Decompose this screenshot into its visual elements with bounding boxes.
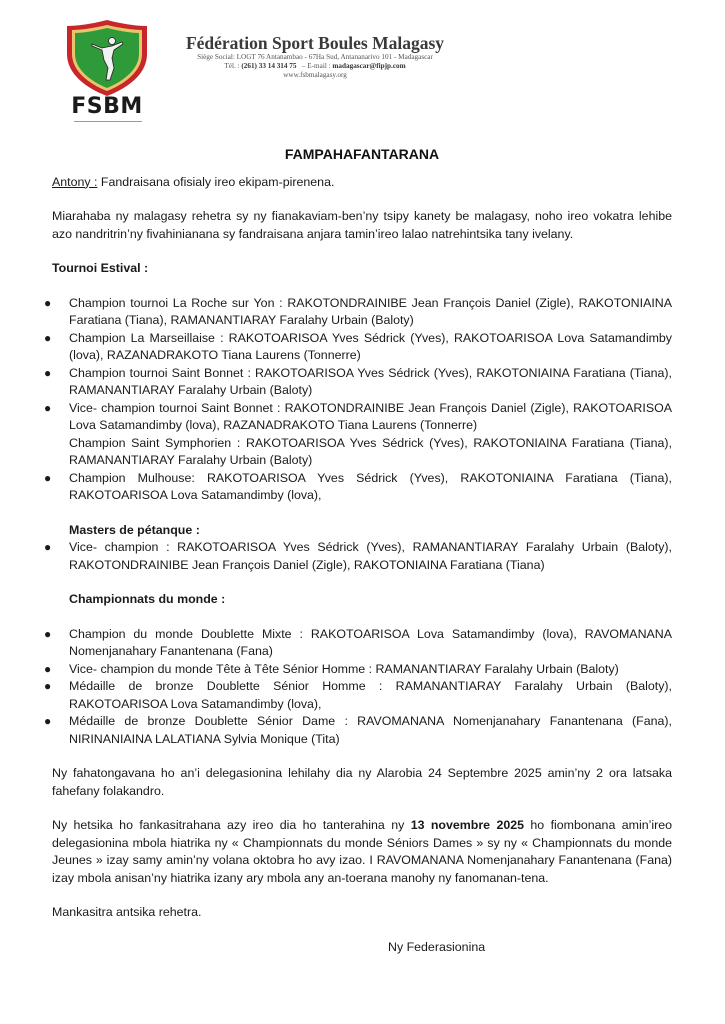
list-item: ● Champion tournoi Saint Bonnet : RAKOTOARISOA Yves Sédrick (Yves), RAKOTONIAINA Faratiana (Tiana), RAMANANTIARAY Faralahy Urbain (Baloty) bbox=[44, 365, 672, 397]
subject-label: Antony : bbox=[52, 174, 98, 189]
shield-icon bbox=[62, 18, 152, 98]
event-date: 13 novembre 2025 bbox=[410, 818, 525, 832]
intro-paragraph: Miarahaba ny malagasy rehetra sy ny fianakaviam-ben’ny tsipy kanety be malagasy, noho ireo vokatra lehibe azo nandritrin’ny fivahinianana sy fandraisana anjara tamin’ireo lalao natrehintsika tany ivelany. bbox=[52, 209, 672, 241]
signature: Ny Federasionina bbox=[388, 939, 486, 954]
list-item-unbulleted: Champion Saint Symphorien : RAKOTOARISOA Yves Sédrick (Yves), RAKOTONIAINA Faratiana (Tiana), RAMANANTIARAY Faralahy Urbain (Baloty) bbox=[69, 435, 672, 467]
bullet-icon: ● bbox=[44, 540, 52, 554]
subject-text: Fandraisana ofisialy ireo ekipam-pirenena. bbox=[100, 174, 335, 189]
list-item: ● Vice- champion tournoi Saint Bonnet : RAKOTONDRAINIBE Jean François Daniel (Zigle), RAKOTOARISOA Lova Satamandimby (lova), RAZANADRAKOTO Tiana Laurens (Tonnerre) bbox=[44, 400, 672, 432]
contact-line bbox=[160, 62, 470, 71]
list-item: ● Champion La Marseillaise : RAKOTOARISOA Yves Sédrick (Yves), RAKOTOARISOA Lova Satamandimby (lova), RAZANADRAKOTO Tiana Laurens (Tonnerre) bbox=[44, 330, 672, 362]
document-title: FAMPAHAFANTARANA bbox=[284, 146, 440, 162]
list-item: ● Vice- champion : RAKOTOARISOA Yves Sédrick (Yves), RAMANANTIARAY Faralahy Urbain (Baloty), RAKOTONDRAINIBE Jean François Daniel (Zigle), RAKOTONIAINA Faratiana (Tiana) bbox=[44, 540, 672, 572]
address: Siège Social: LOGT 76 Antanambao - 67Ha Sud, Antananarivo 101 - Madagascar bbox=[197, 53, 433, 61]
bullet-icon: ● bbox=[44, 470, 52, 485]
bullet-icon: ● bbox=[44, 679, 52, 693]
document-body bbox=[44, 142, 672, 956]
subject-line bbox=[52, 174, 672, 192]
logo-text: FSBM bbox=[71, 94, 143, 119]
list-item: ● Médaille de bronze Doublette Sénior Homme : RAMANANTIARAY Faralahy Urbain (Baloty), RAKOTOARISOA Lova Satamandimby (lova), bbox=[44, 679, 672, 711]
bullet-icon: ● bbox=[44, 626, 52, 641]
masters-list bbox=[44, 539, 672, 574]
list-item: ● Champion tournoi La Roche sur Yon : RAKOTONDRAINIBE Jean François Daniel (Zigle), RAKOTONIAINA Faratiana (Tiana), RAMANANTIARAY Faralahy Urbain (Baloty) bbox=[44, 295, 672, 327]
bullet-icon: ● bbox=[44, 714, 52, 728]
list-item: ● Champion Mulhouse: RAKOTOARISOA Yves Sédrick (Yves), RAKOTONIAINA Faratiana (Tiana), RAKOTOARISOA Lova Satamandimby (lova), bbox=[44, 470, 672, 502]
tel-number: (261) 33 14 314 75 bbox=[241, 62, 297, 70]
thanks-line: Mankasitra antsika rehetra. bbox=[52, 905, 202, 919]
championnats-list bbox=[44, 626, 672, 749]
bullet-icon: ● bbox=[44, 365, 52, 380]
bullet-icon: ● bbox=[44, 400, 52, 415]
bullet-icon: ● bbox=[44, 330, 52, 345]
email-address[interactable]: madagascar@fipjp.com bbox=[332, 62, 406, 70]
bullet-icon: ● bbox=[44, 295, 52, 310]
section-heading-championnats: Championnats du monde : bbox=[69, 592, 226, 606]
email-label: – E-mail : bbox=[301, 62, 331, 70]
organization-name: Fédération Sport Boules Malagasy bbox=[185, 33, 445, 53]
section-heading-masters: Masters de pétanque : bbox=[69, 522, 200, 537]
tournoi-estival-list bbox=[44, 295, 672, 505]
bullet-icon: ● bbox=[44, 661, 52, 676]
fsbm-logo bbox=[62, 18, 152, 126]
list-item: ● Médaille de bronze Doublette Sénior Dame : RAVOMANANA Nomenjanahary Fanantenana (Fana), NIRINANIAINA LALATIANA Sylvia Monique (Tita) bbox=[44, 714, 672, 746]
letterhead bbox=[0, 0, 725, 135]
arrival-paragraph: Ny fahatongavana ho an’i delegasionina lehilahy dia ny Alarobia 24 Septembre 2025 amin’ny 2 ora latsaka fahefany folakandro. bbox=[52, 766, 672, 798]
event-paragraph: Ny hetsika ho fankasitrahana azy ireo dia ho tanterahina ny 13 novembre 2025 ho fiombonana amin’ireo delegasionina mbola hiatrika ny « Championnats du monde Séniors Dames » sy ny « Championnats du monde Jeunes » izay samy amin’ny volana oktobra ho avy izao. I RAVOMANANA Nomenjanahary Fanantenana (Fana) izay mbola anisan’ny hiatrika izany ary mbola any an-toerana manohy ny fanomanan-tena. bbox=[52, 818, 672, 885]
logo-underline bbox=[74, 121, 142, 122]
list-item: ● Champion du monde Doublette Mixte : RAKOTOARISOA Lova Satamandimby (lova), RAVOMANANA Nomenjanahary Fanantenana (Fana) bbox=[44, 626, 672, 658]
section-heading-tournoi-estival: Tournoi Estival : bbox=[52, 261, 149, 275]
tel-label: Tél. : bbox=[224, 62, 240, 70]
organization-block bbox=[160, 33, 470, 80]
list-item: ● Vice- champion du monde Tête à Tête Sénior Homme : RAMANANTIARAY Faralahy Urbain (Baloty) bbox=[52, 661, 672, 679]
website[interactable]: www.fsbmalagasy.org bbox=[283, 71, 347, 79]
